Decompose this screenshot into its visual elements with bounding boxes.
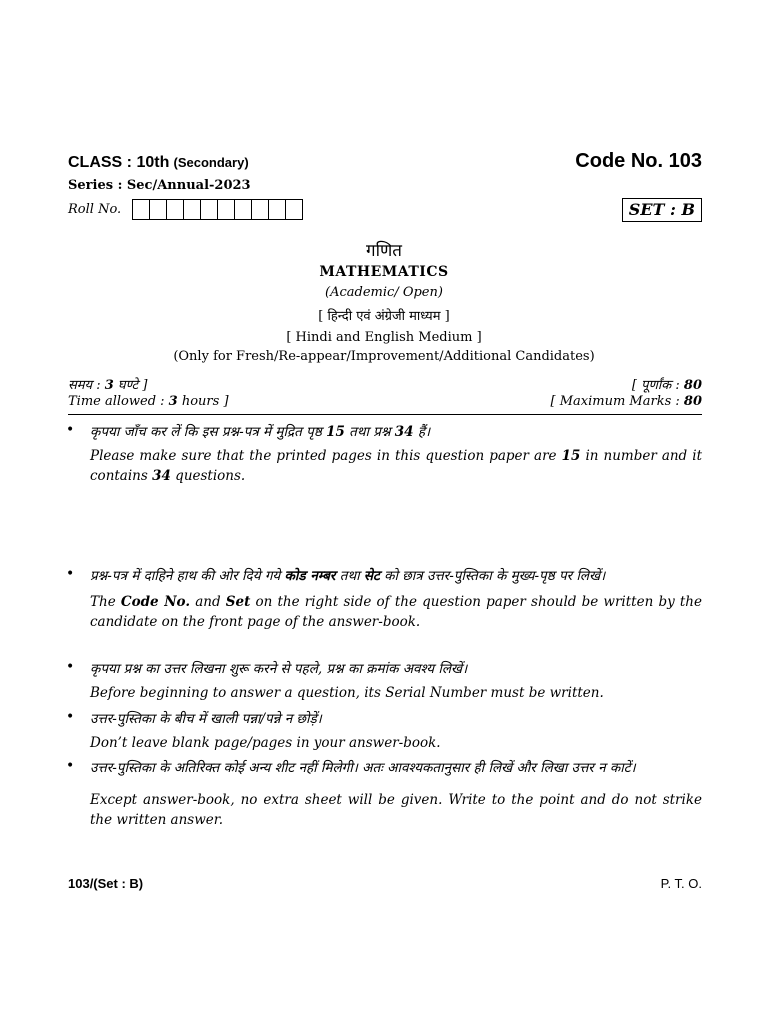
instruction-2-hindi [90,566,702,586]
roll-number-box[interactable] [252,199,269,220]
instruction-2 [66,566,702,632]
subject-title: MATHEMATICS [319,264,449,280]
marks-hi-value: 80 [683,378,702,393]
roll-number-box[interactable] [184,199,201,220]
time-hi-prefix: समय : [68,378,105,393]
footer-code-set: 103/(Set : B) [68,876,144,891]
bullet: • [66,422,75,438]
roll-number-box[interactable] [269,199,286,220]
i1-en-b: 15 [561,448,581,464]
time-hi-value: 3 [104,378,114,393]
roll-number-box[interactable] [286,199,303,220]
bullet: • [66,758,75,774]
i1-hi-a: कृपया जाँच कर लें कि इस प्रश्न-पत्र में मुद्रित पृष्ठ [90,424,327,440]
set-badge: SET : B [622,198,702,222]
subject-title-hindi: गणित [366,241,402,261]
divider-line [68,414,702,415]
series-label: Series : Sec/Annual-2023 [68,178,251,193]
roll-number-box[interactable] [133,199,150,220]
footer-pto: P. T. O. [660,876,702,891]
roll-number-box[interactable] [235,199,252,220]
instruction-2-english [90,592,702,632]
bullet: • [66,709,75,725]
marks-hi-prefix: [ पूर्णांक : [631,378,684,393]
instruction-5-hindi: उत्तर-पुस्तिका के अतिरिक्त कोई अन्य शीट नहीं मिलेगी। अतः आवश्यकतानुसार ही लिखें और लिखा उत्तर न काटें। [90,760,636,776]
bullet: • [66,659,75,675]
time-en-value: 3 [168,394,178,409]
max-marks-hindi [632,375,702,393]
i2-en-b: Code No. [120,594,191,610]
bullet: • [66,566,75,582]
time-hi-suffix: घण्टे ] [113,378,148,393]
marks-en-prefix: [ Maximum Marks : [550,394,684,409]
instruction-1-hindi [90,422,702,442]
instruction-3 [66,659,702,703]
class-label: CLASS : 10th [68,154,170,171]
academic-open-label: (Academic/ Open) [325,285,443,300]
i2-hi-c: तथा [335,568,364,584]
code-number: Code No. 103 [575,150,702,172]
i2-hi-d: सेट [363,568,380,584]
i2-en-e: on the right side of the question paper should be written by the candidate on the front page of the answer-book. [90,594,702,630]
i1-hi-e: हैं। [413,424,431,440]
i1-hi-c: तथा प्रश्न [344,424,395,440]
i2-en-d: Set [225,594,251,610]
instruction-3-hindi: कृपया प्रश्न का उत्तर लिखना शुरू करने से पहले, प्रश्न का क्रमांक अवश्य लिखें। [90,661,468,677]
instruction-5-english: Except answer-book, no extra sheet will be given. Write to the point and do not strike the written answer. [90,792,702,828]
roll-number-boxes [132,199,303,220]
medium-hindi: [ हिन्दी एवं अंग्रेजी माध्यम ] [318,309,450,324]
i1-hi-d: 34 [394,424,414,440]
instruction-4 [66,709,702,753]
i2-hi-b: कोड नम्बर [284,568,336,584]
i1-en-d: 34 [152,468,171,484]
time-en-suffix: hours ] [177,394,229,409]
roll-number-box[interactable] [218,199,235,220]
instruction-3-english: Before beginning to answer a question, its Serial Number must be written. [90,685,604,701]
time-en-prefix: Time allowed : [68,394,169,409]
i1-hi-b: 15 [326,424,345,440]
i2-hi-a: प्रश्न-पत्र में दाहिने हाथ की ओर दिये गये [90,568,285,584]
max-marks-english [551,394,702,409]
i2-hi-e: को छात्र उत्तर-पुस्तिका के मुख्य-पृष्ठ पर लिखें। [379,568,606,584]
class-line [68,154,249,172]
medium-english: [ Hindi and English Medium ] [286,330,482,345]
time-allowed-english [68,394,229,409]
roll-number-label: Roll No. [68,202,122,217]
roll-number-box[interactable] [201,199,218,220]
candidates-note: (Only for Fresh/Re-appear/Improvement/Additional Candidates) [173,349,595,364]
instruction-4-hindi: उत्तर-पुस्तिका के बीच में खाली पन्ना/पन्ने न छोड़ें। [90,711,322,727]
i1-en-a: Please make sure that the printed pages in this question paper are [90,448,562,464]
class-secondary: (Secondary) [173,155,249,170]
time-allowed-hindi [68,375,147,393]
marks-en-value: 80 [683,394,702,409]
instruction-1 [66,422,702,486]
i1-en-e: questions. [170,468,246,484]
i1-en-c: in number and it contains [90,448,702,484]
i2-en-a: The [90,594,121,610]
instruction-4-english: Don’t leave blank page/pages in your answer-book. [90,735,441,751]
roll-number-box[interactable] [150,199,167,220]
roll-number-box[interactable] [167,199,184,220]
instruction-1-english [90,446,702,486]
i2-en-c: and [190,594,226,610]
instruction-5 [66,758,702,830]
